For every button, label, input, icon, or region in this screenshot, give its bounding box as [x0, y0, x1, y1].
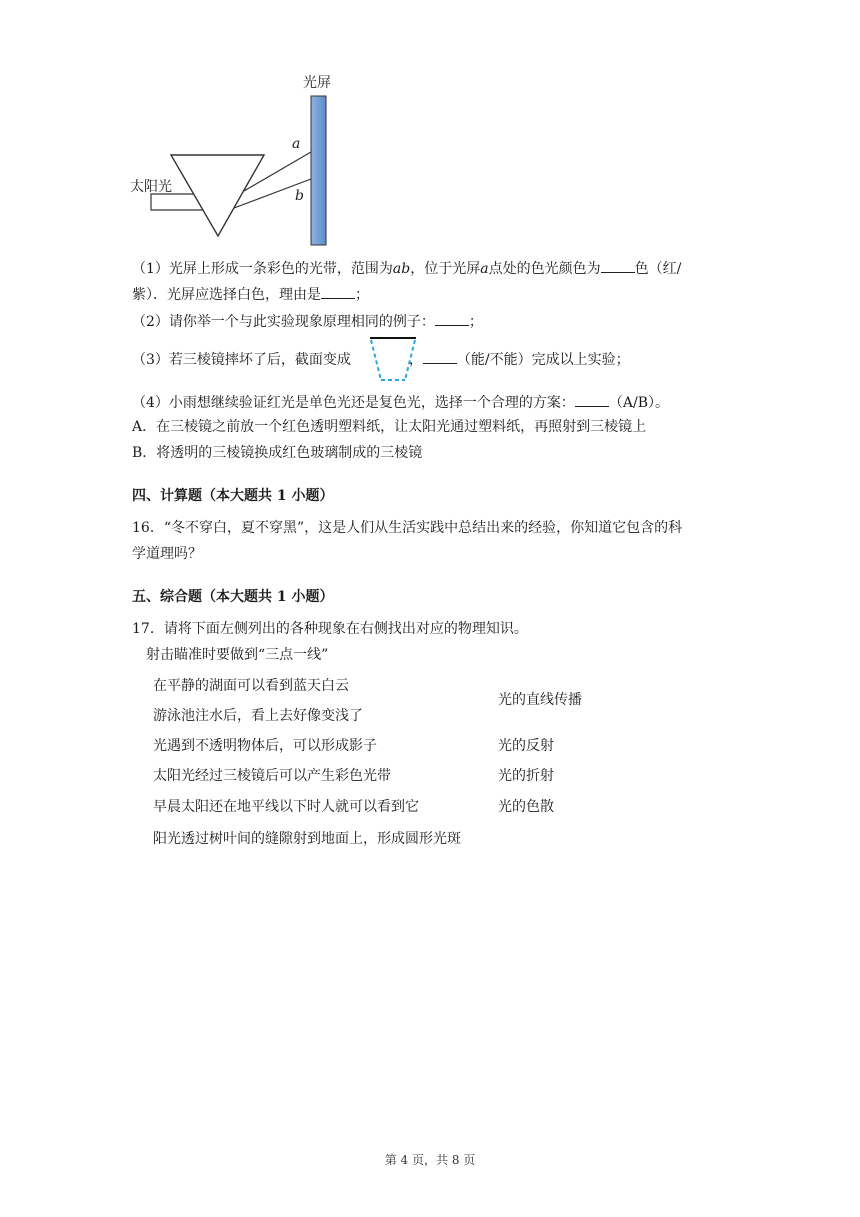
- section-5-title: 五、综合题（本大题共 1 小题）: [132, 589, 334, 605]
- left-item: 早晨太阳还在地平线以下时人就可以看到它: [153, 799, 419, 815]
- right-item: 光的折射: [498, 768, 554, 784]
- answer-blank[interactable]: [575, 392, 609, 407]
- q17-prompt: 17．请将下面左侧列出的各种现象在右侧找出对应的物理知识。: [132, 621, 528, 637]
- point-b-label: b: [295, 188, 304, 204]
- text: 点处的色光颜色为: [488, 261, 601, 277]
- option-a: A．在三棱镜之前放一个红色透明塑料纸，让太阳光通过塑料纸，再照射到三棱镜上: [132, 419, 647, 435]
- answer-blank[interactable]: [321, 284, 355, 299]
- left-item: 游泳池注水后，看上去好像变浅了: [153, 708, 363, 724]
- text: 紫）．光屏应选择白色，理由是: [132, 287, 321, 303]
- text: （4）小雨想继续验证红光是单色光还是复色光，选择一个合理的方案：: [132, 395, 575, 411]
- light-screen: [311, 96, 326, 245]
- text: 色（红/: [634, 261, 682, 277]
- prism: [171, 155, 264, 236]
- right-item: 光的色散: [498, 799, 554, 815]
- right-item: 光的反射: [498, 738, 554, 754]
- left-item: 射击瞄准时要做到“三点一线”: [146, 647, 329, 663]
- text: ；: [468, 314, 483, 330]
- section-4-title: 四、计算题（本大题共 1 小题）: [132, 488, 334, 504]
- answer-blank[interactable]: [435, 311, 469, 326]
- sunlight-label: 太阳光: [130, 179, 172, 195]
- q15-part2: [132, 311, 483, 332]
- prism-figure: [118, 66, 358, 255]
- q15-part1-line1: [132, 258, 681, 279]
- text: ，: [408, 352, 423, 368]
- italic-a: a: [480, 261, 489, 277]
- left-item: 太阳光经过三棱镜后可以产生彩色光带: [153, 768, 391, 784]
- q16-line1: 16．“冬不穿白，夏不穿黑”，这是人们从生活实践中总结出来的经验，你知道它包含的科: [132, 520, 683, 536]
- q15-part1-line2: [132, 284, 369, 305]
- text: （3）若三棱镜摔坏了后，截面变成: [132, 352, 351, 368]
- text: （2）请你举一个与此实验现象原理相同的例子：: [132, 314, 435, 330]
- right-item: 光的直线传播: [498, 692, 582, 708]
- text: （能/不能）完成以上实验；: [456, 352, 630, 368]
- text: ，位于光屏: [410, 261, 481, 277]
- text: ；: [355, 287, 369, 303]
- left-item: 光遇到不透明物体后，可以形成影子: [153, 738, 377, 754]
- text: （1）光屏上形成一条彩色的光带，范围为: [132, 261, 393, 277]
- left-item: 阳光透过树叶间的缝隙射到地面上，形成圆形光斑: [153, 831, 461, 847]
- answer-blank[interactable]: [601, 258, 635, 273]
- text: （A/B）。: [608, 395, 670, 411]
- left-item: 在平静的湖面可以看到蓝天白云: [153, 678, 349, 694]
- trapezoid-cross-section-icon: [368, 335, 418, 383]
- italic-ab: ab: [392, 261, 411, 277]
- option-b: B．将透明的三棱镜换成红色玻璃制成的三棱镜: [132, 445, 423, 461]
- page-footer: 第 4 页，共 8 页: [384, 1153, 476, 1167]
- screen-label: 光屏: [303, 75, 331, 91]
- q16-line2: 学道理吗？: [132, 546, 202, 562]
- prism-diagram: [118, 66, 358, 251]
- q15-part4: [132, 392, 669, 413]
- point-a-label: a: [292, 136, 301, 152]
- answer-blank[interactable]: [423, 349, 457, 364]
